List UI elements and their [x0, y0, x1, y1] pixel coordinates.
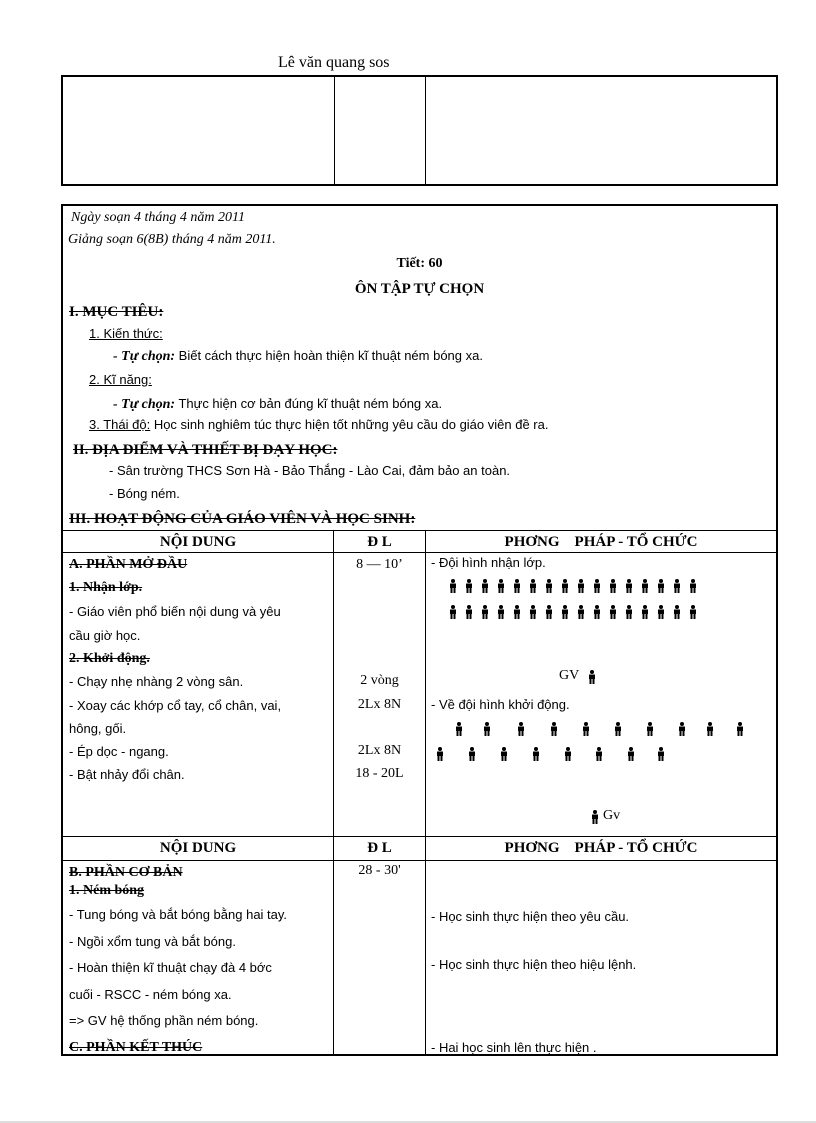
person-icon: [481, 579, 489, 593]
person-icon: [436, 747, 444, 761]
person-icon: [500, 747, 508, 761]
period-number: Tiết: 60: [396, 256, 443, 271]
header-box-divider: [425, 77, 426, 184]
person-icon: [689, 579, 697, 593]
col-header-content: NỘI DUNG: [159, 534, 237, 550]
person-icon: [657, 747, 665, 761]
person-icon: [673, 605, 681, 619]
person-icon: [545, 579, 553, 593]
part-a-row1-dose: 2 vòng: [360, 673, 399, 688]
col-header-content-2: NỘI DUNG: [159, 840, 237, 856]
person-icon: [529, 605, 537, 619]
part-a-row4: - Bật nhảy đổi chân.: [69, 767, 185, 782]
person-icon: [483, 722, 491, 736]
person-icon: [465, 579, 473, 593]
person-icon: [689, 605, 697, 619]
knowledge-label: 1. Kiến thức:: [89, 326, 163, 341]
person-icon: [625, 605, 633, 619]
part-b-method3: - Hai học sinh lên thực hiện .: [431, 1040, 597, 1055]
part-a-sub2: 2. Khởi động.: [69, 651, 150, 666]
person-icon: [497, 605, 505, 619]
header-box: [61, 75, 778, 186]
person-icon: [449, 605, 457, 619]
person-icon: [595, 747, 603, 761]
skills-line: [113, 395, 442, 414]
person-icon: [673, 579, 681, 593]
person-icon: [736, 722, 744, 736]
person-icon: [577, 579, 585, 593]
person-icon: [497, 579, 505, 593]
part-a-sub1-line2: cầu giờ học.: [69, 628, 141, 643]
person-icon: [481, 605, 489, 619]
person-icon: [646, 722, 654, 736]
person-icon: [593, 605, 601, 619]
lesson-title: ÔN TẬP TỰ CHỌN: [354, 281, 485, 297]
table-header-line: [63, 552, 776, 553]
person-icon: [449, 579, 457, 593]
activities-heading: III. HOẠT ĐỘNG CỦA GIÁO VIÊN VÀ HỌC SINH:: [69, 511, 416, 527]
person-icon: [641, 605, 649, 619]
person-icon: [513, 579, 521, 593]
person-icon: [532, 747, 540, 761]
part-a-dose: 8 — 10’: [356, 557, 403, 572]
part-b-line1: - Tung bóng và bắt bóng bằng hai tay.: [69, 907, 288, 922]
person-icon: [678, 722, 686, 736]
header-box-divider: [334, 77, 335, 184]
person-icon: [593, 579, 601, 593]
skills-text: Thực hiện cơ bản đúng kĩ thuật ném bóng xa.: [175, 396, 443, 411]
location-line2: - Bóng ném.: [109, 486, 180, 501]
part-b-line4: => GV hệ thống phần ném bóng.: [69, 1013, 259, 1028]
person-icon: [561, 605, 569, 619]
attitude-line: [89, 416, 548, 434]
objectives-heading: I. MỤC TIÊU:: [69, 304, 164, 320]
person-icon: [627, 747, 635, 761]
col-header-dose-2: Đ L: [367, 840, 392, 856]
person-icon: [513, 605, 521, 619]
attitude-label: 3. Thái độ:: [89, 417, 151, 432]
part-b-sub1: 1. Ném bóng: [69, 883, 145, 898]
table-section-line: [63, 836, 776, 837]
lesson-plan: [61, 204, 778, 1056]
person-icon: [465, 605, 473, 619]
table-top-line: [63, 530, 776, 531]
person-icon: [625, 579, 633, 593]
date-taught: Giảng soạn 6(8B) tháng 4 năm 2011.: [68, 232, 276, 247]
knowledge-line: [113, 347, 483, 366]
person-icon: [545, 605, 553, 619]
person-icon: [609, 605, 617, 619]
part-a-sub1-line1: - Giáo viên phổ biến nội dung và yêu: [69, 604, 281, 619]
part-b-line3a: - Hoàn thiện kĩ thuật chạy đà 4 bớc: [69, 960, 272, 975]
table-col-divider: [333, 530, 334, 1054]
person-icon: [641, 579, 649, 593]
person-icon: [657, 579, 665, 593]
person-icon: [561, 579, 569, 593]
part-b-line2: - Ngồi xổm tung và bắt bóng.: [69, 934, 236, 949]
date-prepared: Ngày soạn 4 tháng 4 năm 2011: [71, 210, 245, 225]
part-a-row4-dose: 18 - 20L: [355, 766, 404, 781]
table-col-divider: [425, 530, 426, 1054]
part-b-line3b: cuối - RSCC - ném bóng xa.: [69, 987, 232, 1002]
part-a-title: A. PHẦN MỞ ĐẦU: [69, 557, 188, 572]
person-icon: [455, 722, 463, 736]
person-icon: [564, 747, 572, 761]
skills-prefix: - Tự chọn:: [113, 397, 176, 412]
location-heading: II. ĐỊA ĐIỂM VÀ THIẾT BỊ DẠY HỌC:: [73, 442, 338, 458]
person-icon: [517, 722, 525, 736]
knowledge-prefix: - Tự chọn:: [113, 349, 176, 364]
table-header-line-2: [63, 860, 776, 861]
person-icon: [706, 722, 714, 736]
col-header-method-2: PHƠNG PHÁP - TỔ CHỨC: [504, 840, 698, 856]
teacher-label-2: Gv: [603, 808, 621, 823]
part-a-sub1: 1. Nhận lớp.: [69, 580, 143, 595]
part-a-row2-dose: 2Lx 8N: [357, 697, 402, 712]
part-a-row3: - Ép dọc - ngang.: [69, 744, 169, 759]
person-icon: [657, 605, 665, 619]
part-a-row2-line2: hông, gối.: [69, 721, 127, 736]
person-icon: [468, 747, 476, 761]
person-icon: [614, 722, 622, 736]
teacher-marker-1: [559, 667, 579, 685]
person-icon: [591, 810, 599, 824]
part-b-method1: - Học sinh thực hiện theo yêu cầu.: [431, 909, 630, 924]
person-icon: [582, 722, 590, 736]
skills-label: 2. Kĩ năng:: [89, 372, 152, 387]
person-icon: [529, 579, 537, 593]
col-header-method: PHƠNG PHÁP - TỔ CHỨC: [504, 534, 698, 550]
part-c-title: C. PHẦN KẾT THÚC: [69, 1040, 203, 1055]
location-line1: - Sân trường THCS Sơn Hà - Bảo Thắng - Lào Cai, đảm bảo an toàn.: [109, 463, 511, 478]
person-icon: [609, 579, 617, 593]
col-header-dose: Đ L: [367, 534, 392, 550]
part-a-method2: - Về đội hình khởi động.: [431, 697, 570, 712]
teacher-label-1: GV: [559, 668, 580, 683]
person-icon: [577, 605, 585, 619]
part-a-row2-line1: - Xoay các khớp cổ tay, cổ chân, vai,: [69, 698, 282, 713]
author-name: Lê văn quang sos: [278, 54, 390, 71]
knowledge-text: Biết cách thực hiện hoàn thiện kĩ thuật ném bóng xa.: [175, 348, 483, 363]
attitude-text: Học sinh nghiêm túc thực hiện tốt những yêu cầu do giáo viên đề ra.: [150, 417, 549, 432]
part-b-dose: 28 - 30': [358, 863, 401, 878]
person-icon: [550, 722, 558, 736]
part-a-row3-dose: 2Lx 8N: [357, 743, 402, 758]
part-b-title: B. PHẦN CƠ BẢN: [69, 865, 183, 880]
part-a-row1: - Chạy nhẹ nhàng 2 vòng sân.: [69, 674, 244, 689]
part-b-method2: - Học sinh thực hiện theo hiệu lệnh.: [431, 957, 637, 972]
part-a-method1: - Đội hình nhận lớp.: [431, 555, 546, 570]
person-icon: [588, 670, 596, 684]
